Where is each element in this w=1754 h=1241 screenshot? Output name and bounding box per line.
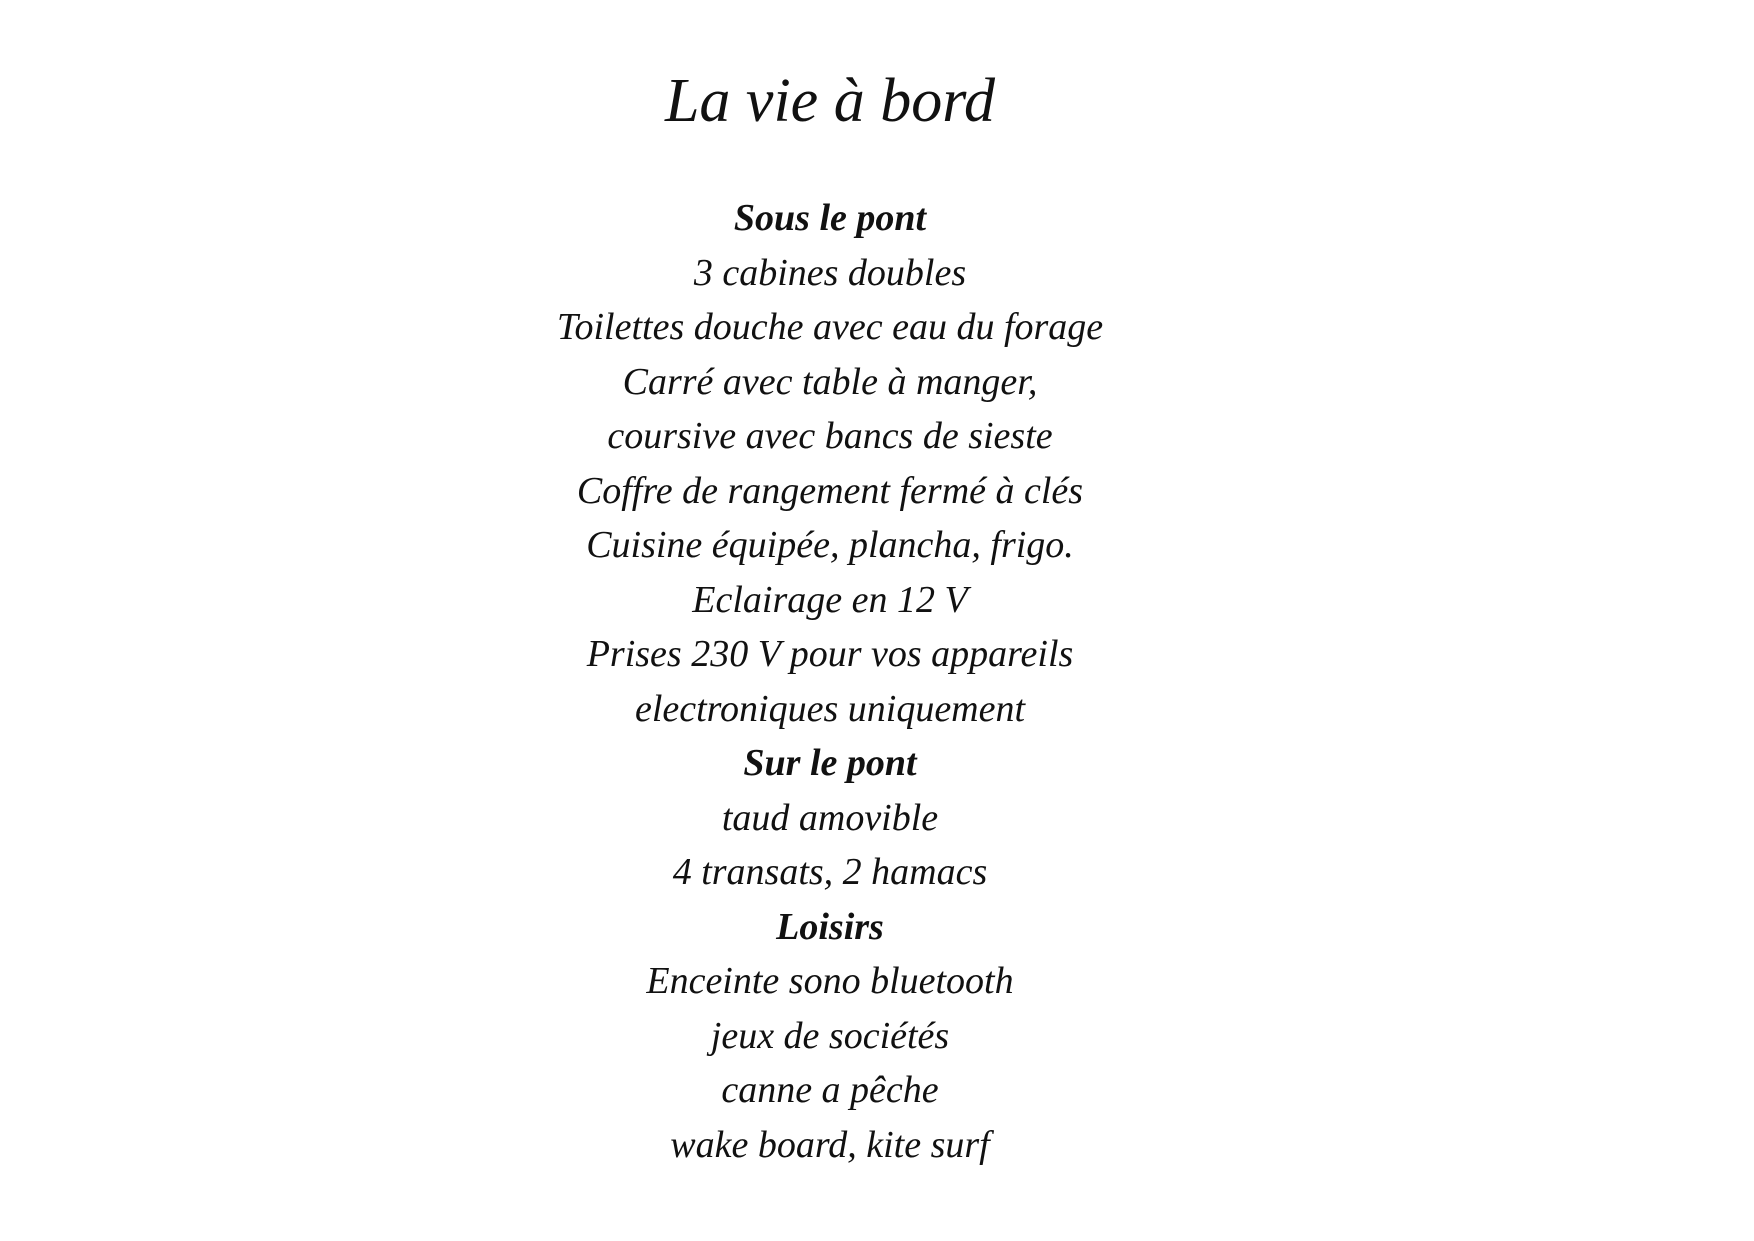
list-item: Prises 230 V pour vos appareils bbox=[586, 633, 1074, 675]
list-item: coursive avec bancs de sieste bbox=[607, 415, 1053, 457]
list-item: jeux de sociétés bbox=[710, 1014, 950, 1057]
section-heading-sous-le-pont: Sous le pont bbox=[733, 197, 927, 239]
list-item: taud amovible bbox=[721, 796, 939, 839]
list-item: wake board, kite surf bbox=[670, 1123, 990, 1166]
list-item: Enceinte sono bluetooth bbox=[646, 960, 1014, 1002]
section-heading-sur-le-pont: Sur le pont bbox=[743, 742, 917, 784]
list-item: electroniques uniquement bbox=[634, 687, 1026, 730]
list-item: Toilettes douche avec eau du forage bbox=[556, 306, 1104, 348]
page-title: La vie à bord bbox=[664, 67, 996, 135]
list-item: canne a pêche bbox=[721, 1069, 939, 1111]
list-item: Carré avec table à manger, bbox=[622, 360, 1038, 403]
list-item: 4 transats, 2 hamacs bbox=[672, 851, 988, 893]
list-item: Eclairage en 12 V bbox=[692, 578, 968, 621]
list-item: Coffre de rangement fermé à clés bbox=[576, 469, 1084, 512]
list-item: 3 cabines doubles bbox=[693, 251, 967, 294]
list-item: Cuisine équipée, plancha, frigo. bbox=[586, 524, 1074, 566]
section-heading-loisirs: Loisirs bbox=[776, 905, 884, 948]
amenities-list bbox=[0, 191, 1660, 1172]
